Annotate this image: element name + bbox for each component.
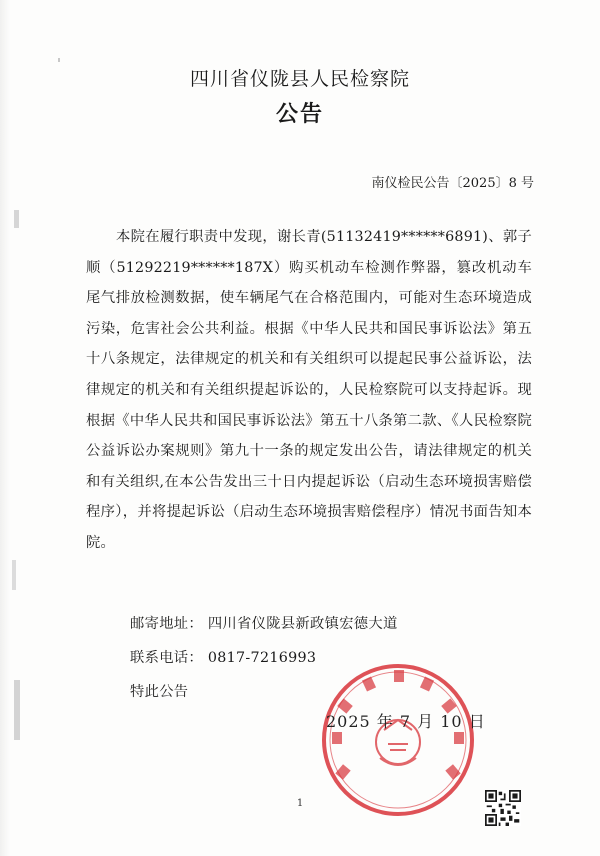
announcement-paragraph: 本院在履行职责中发现，谢长青(51132419******6891)、郭子顺（51292219******187X）购买机动车检测作弊器，篡改机动车尾气排放检测数据，使车辆尾气在合格范围内，可能对生态环境造成污染，危害社会公共利益。根据《中华人民共和国民事诉讼法》第五十八条规定，法律规定的机关和有关组织可以提起民事公益诉讼，法律规定的机关和有关组织提起诉讼的，人民检察院可以支持起诉。现根据《中华人民共和国民事诉讼法》第五十八条第二款、《人民检察院公益诉讼办案规则》第九十一条的规定发出公告，请法律规定的机关和有关组织,在本公告发出三十日内提起诉讼（启动生态环境损害赔偿程序），并将提起诉讼（启动生态环境损害赔偿程序）情况书面告知本院。	[86, 229, 532, 551]
document-number: 南仪检民公告〔2025〕8 号	[371, 176, 534, 191]
page-number: 1	[296, 798, 304, 809]
document-type-title: 公告	[275, 101, 324, 127]
scan-shadow	[0, 0, 10, 856]
issue-date: 2025 年 7 月 10 日	[326, 712, 486, 731]
scan-speck	[58, 58, 60, 62]
mail-address: 邮寄地址： 四川省仪陇县新政镇宏德大道	[130, 616, 398, 632]
issuing-organization: 四川省仪陇县人民检察院	[189, 68, 410, 90]
announcement-body	[86, 222, 532, 559]
scan-speck	[14, 680, 20, 740]
contact-phone: 联系电话： 0817-7216993	[130, 650, 317, 666]
scan-speck	[12, 560, 16, 590]
official-seal-icon	[318, 660, 478, 820]
closing-remark: 特此公告	[130, 684, 189, 700]
qr-code-icon	[485, 790, 521, 826]
scan-speck	[14, 210, 19, 228]
